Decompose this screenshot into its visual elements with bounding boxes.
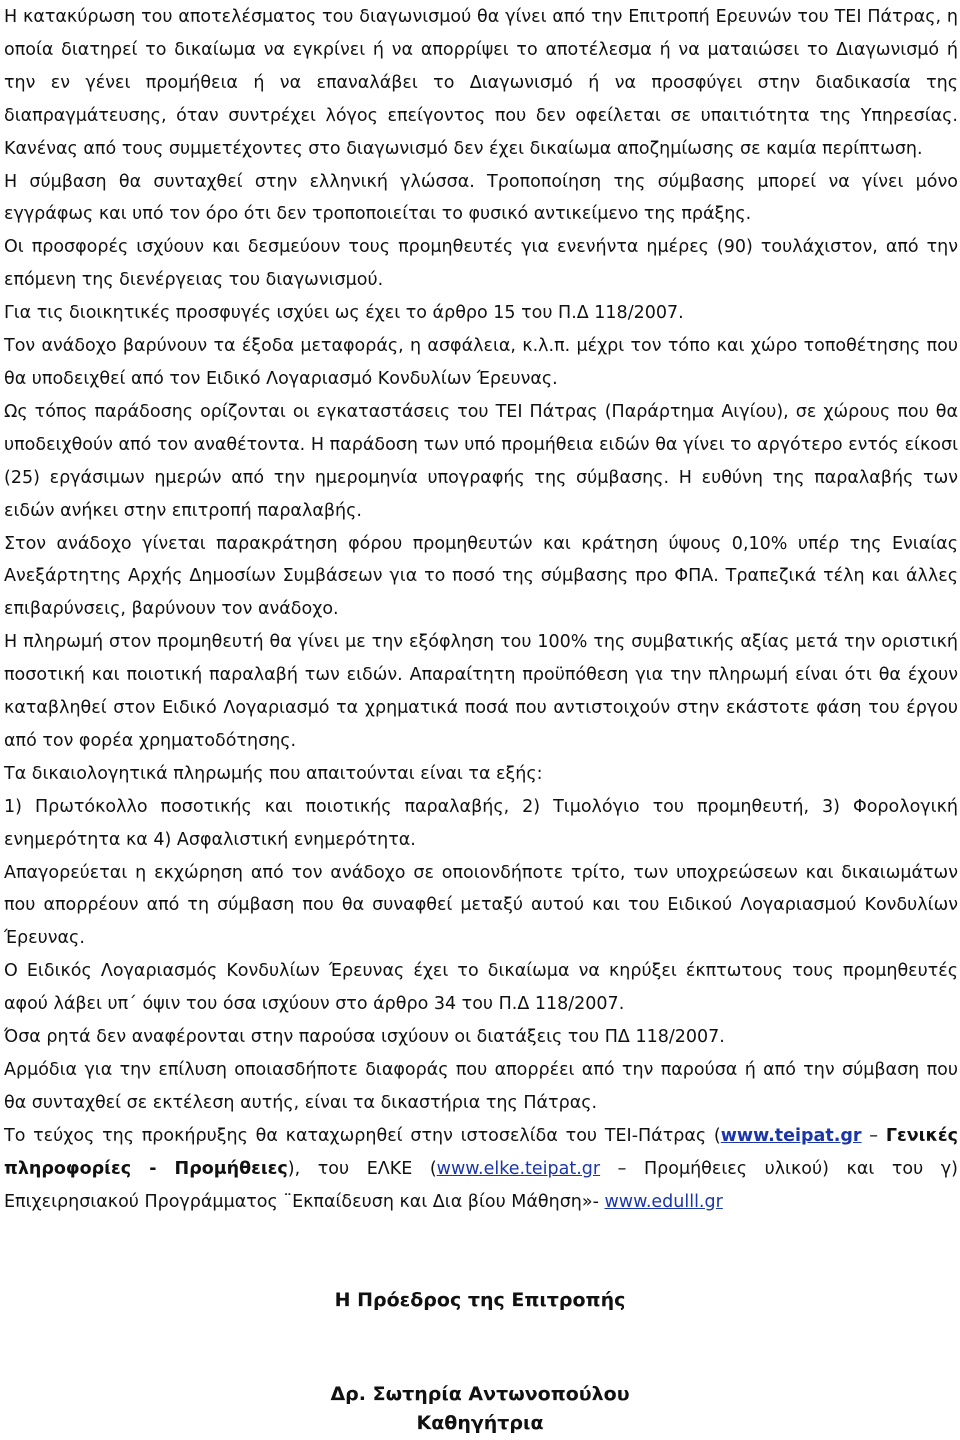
document-body	[4, 1, 958, 1219]
edulll-link[interactable]: www.edulll.gr	[604, 1191, 723, 1212]
paragraph-payment-documents-intro: Τα δικαιολογητικά πληρωμής που απαιτούνται είναι τα εξής:	[4, 763, 543, 784]
elke-link[interactable]: www.elke.teipat.gr	[436, 1158, 601, 1179]
general-info-procurement-label: Γενικές πληροφορίες - Προμήθειες	[4, 1125, 958, 1179]
paragraph-administrative-appeals: Για τις διοικητικές προσφυγές ισχύει ως έχει το άρθρο 15 του Π.Δ 118/2007.	[4, 303, 684, 324]
paragraph-tax-withholding: Στον ανάδοχο γίνεται παρακράτηση φόρου προμηθευτών και κράτηση ύψους 0,10% υπέρ της Ενιαίας Ανεξάρτητης Αρχής Δημοσίων Συμβάσεων για το ποσό της σύμβασης προ ΦΠΑ. Τραπεζικά τέλη και άλλες επιβαρύνσεις, βαρύνουν τον ανάδοχο.	[4, 533, 958, 620]
publication-text-c: ), του ΕΛΚΕ (	[287, 1158, 437, 1179]
signature-name: Δρ. Σωτηρία Αντωνοπούλου	[330, 1383, 630, 1405]
paragraph-forfeiture: Ο Ειδικός Λογαριασμός Κονδυλίων Έρευνας έχει το δικαίωμα να κηρύξει έκπτωτους τους προμηθευτές αφού λάβει υπ΄ όψιν του όσα ισχύουν στο άρθρο 34 του Π.Δ 118/2007.	[4, 961, 958, 1015]
paragraph-transport-costs: Τον ανάδοχο βαρύνουν τα έξοδα μεταφοράς, η ασφάλεια, κ.λ.π. μέχρι τον τόπο και χώρο τοποθέτησης που θα υποδειχθεί από τον Ειδικό Λογαριασμό Κονδυλίων Έρευνας.	[4, 336, 958, 389]
teipat-link[interactable]: www.teipat.gr	[720, 1125, 862, 1146]
paragraph-jurisdiction: Αρμόδια για την επίλυση οποιασδήποτε διαφοράς που απορρέει από την παρούσα ή από την σύμβαση που θα συνταχθεί σε εκτέλεση αυτής, είναι τα δικαστήρια της Πάτρας.	[4, 1060, 958, 1113]
paragraph-offer-validity: Οι προσφορές ισχύουν και δεσμεύουν τους προμηθευτές για ενενήντα ημέρες (90) τουλάχιστον, από την επόμενη της διενέργειας του διαγωνισμού.	[4, 237, 958, 291]
paragraph-award-decision: Η κατακύρωση του αποτελέσματος του διαγωνισμού θα γίνει από την Επιτροπή Ερευνών του ΤΕΙ Πάτρας, η οποία διατηρεί το δικαίωμα να εγκρίνει ή να απορρίψει το αποτέλεσμα ή να ματαιώσει το Διαγωνισμό ή την εν γένει προμήθεια ή να επαναλάβει το Διαγωνισμό ή να προσφύγει στην διαδικασία της διαπραγμάτευσης, όταν συντρέχει λόγος επείγοντος που δεν οφείλεται σε υπαιτιότητα της Υπηρεσίας. Κανένας από τους συμμετέχοντες στο διαγωνισμό δεν έχει δικαίωμα αποζημίωσης σε καμία περίπτωση.	[4, 7, 958, 159]
paragraph-contract-language: Η σύμβαση θα συνταχθεί στην ελληνική γλώσσα. Τροποποίηση της σύμβασης μπορεί να γίνει μόνο εγγράφως και υπό τον όρο ότι δεν τροποποιείται το φυσικό αντικείμενο της πράξης.	[4, 171, 958, 225]
publication-text-b: –	[861, 1125, 886, 1146]
paragraph-payment: Η πληρωμή στον προμηθευτή θα γίνει με την εξόφληση του 100% της συμβατικής αξίας μετά την οριστική ποσοτική και ποιοτική παραλαβή των ειδών. Απαραίτητη προϋπόθεση για την πληρωμή είναι ότι θα έχουν καταβληθεί στον Ειδικό Λογαριασμό τα χρηματικά ποσά που αντιστοιχούν στην εκάστοτε φάση του έργου από τον φορέα χρηματοδότησης.	[4, 632, 958, 751]
signature-role: Καθηγήτρια	[416, 1412, 544, 1434]
publication-text-d: – Προμήθειες υλικού) και του γ) Επιχειρησιακού Προγράμματος ¨Εκπαίδευση και Δια βίου Μάθηση»-	[4, 1158, 958, 1212]
paragraph-assignment-prohibition: Απαγορεύεται η εκχώρηση από τον ανάδοχο σε οποιονδήποτε τρίτο, των υποχρεώσεων και δικαιωμάτων που απορρέουν από τη σύμβαση που θα συναφθεί μεταξύ αυτού και του Ειδικού Λογαριασμού Κονδυλίων Έρευνας.	[4, 862, 958, 949]
signature-title: Η Πρόεδρος της Επιτροπής	[334, 1289, 626, 1311]
paragraph-payment-documents-list: 1) Πρωτόκολλο ποσοτικής και ποιοτικής παραλαβής, 2) Τιμολόγιο του προμηθευτή, 3) Φορολογική ενημερότητα κα 4) Ασφαλιστική ενημερότητα.	[4, 796, 958, 850]
paragraph-delivery-place: Ως τόπος παράδοσης ορίζονται οι εγκαταστάσεις του ΤΕΙ Πάτρας (Παράρτημα Αιγίου), σε χώρους που θα υποδειχθούν από τον αναθέτοντα. Η παράδοση των υπό προμήθεια ειδών θα γίνει το αργότερο εντός είκοσι (25) εργάσιμων ημερών από την ημερομηνία υπογραφής της σύμβασης. Η ευθύνη της παραλαβής των ειδών ανήκει στην επιτροπή παραλαβής.	[4, 401, 958, 521]
paragraph-applicable-provisions: Όσα ρητά δεν αναφέρονται στην παρούσα ισχύουν οι διατάξεις του ΠΔ 118/2007.	[4, 1027, 725, 1048]
paragraph-publication	[4, 1120, 958, 1219]
publication-text-a: Το τεύχος της προκήρυξης θα καταχωρηθεί στην ιστοσελίδα του ΤΕΙ-Πάτρας (	[4, 1125, 721, 1146]
